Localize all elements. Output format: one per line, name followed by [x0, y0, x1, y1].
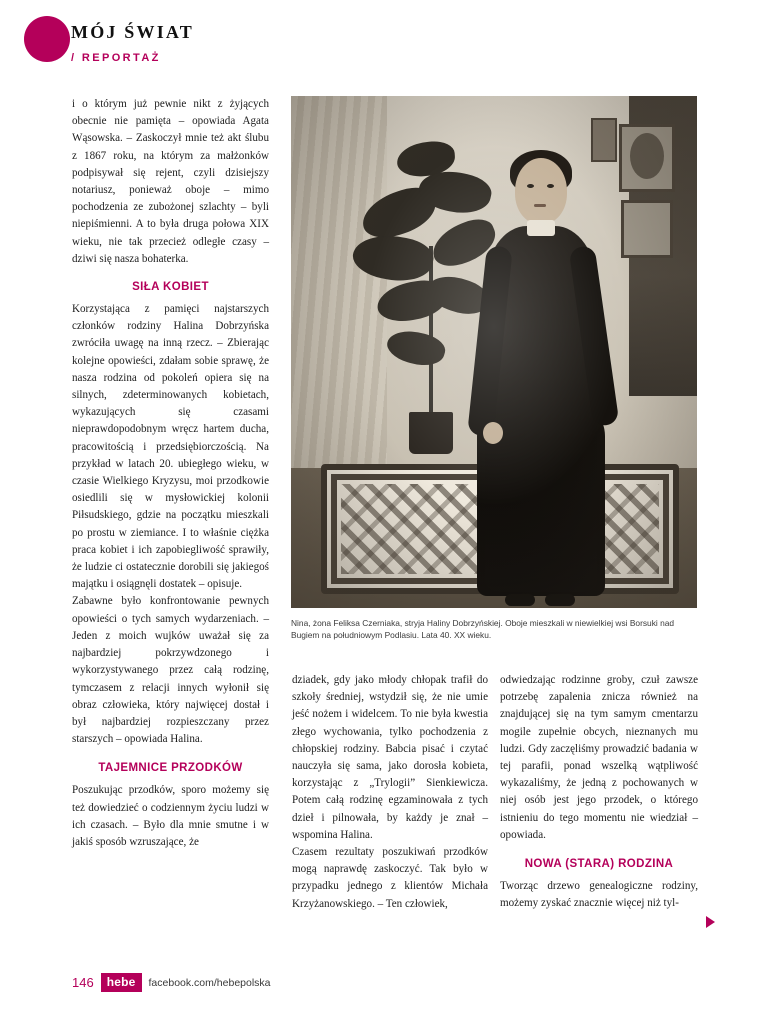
photo-caption: Nina, żona Feliksa Czerniaka, stryja Haliny Dobrzyńskiej. Oboje mieszkali w niewielkiej wsi Borsuki nad Bugiem na południowym Podlasiu. Lata 40. XX wieku.	[291, 618, 675, 641]
facebook-url: facebook.com/hebepolska	[148, 976, 271, 989]
page-number: 146	[72, 975, 94, 990]
brand-dot-icon	[24, 16, 70, 62]
paragraph: Poszukując przodków, sporo możemy się też dowiedzieć o codziennym życiu ludzi w ich czasach. – Było dla mnie smutne i w jakiś sposób wzruszające, że	[72, 784, 269, 848]
subheading-nowa-stara-rodzina: NOWA (STARA) RODZINA	[524, 858, 674, 871]
text-column-3	[500, 672, 698, 912]
section-label: / REPORTAŻ	[71, 52, 161, 64]
photo-canvas	[291, 96, 697, 608]
subheading-tajemnice-przodkow: TAJEMNICE PRZODKÓW	[98, 762, 243, 775]
paragraph: dziadek, gdy jako młody chłopak trafił do szkoły średniej, wstydził się, że nie umie jeść nożem i widelcem. To nie była kwestia złego wychowania, tylko pochodzenia z chłopskiej rodziny. Babcia pisać i czytać nauczyła się sama, jako dorosła kobieta, korzystając z „Trylogii” Sienkiewicza. Potem całą rodzinę egzaminowała z tych dzieł i pilnowała, by każdy je znał – wspomina Halina.	[292, 674, 488, 841]
article-photo	[291, 96, 697, 608]
text-column-1	[72, 96, 269, 851]
page-title: MÓJ ŚWIAT	[71, 22, 194, 42]
photo-vignette	[291, 96, 697, 608]
continue-arrow-icon	[706, 916, 715, 928]
text-column-2	[292, 672, 488, 913]
paragraph: odwiedzając rodzinne groby, czuł zawsze potrzebę zapalenia znicza również na znajdującej się na tym samym cmentarzu mogile zupełnie obcych, nieznanych mu ludzi. Gdy zaczęliśmy prowadzić badania w tej parafii, ponad wszelką wątpliwość wykazaliśmy, że jedną z pochowanych w niej osób jest jego przodek, o którego istnieniu do tego momentu nie wiedział – opowiada.	[500, 674, 698, 841]
subheading-sila-kobiet: SIŁA KOBIET	[132, 281, 209, 294]
page-footer	[72, 973, 271, 992]
page-header	[0, 0, 775, 86]
brand-logo: hebe	[101, 973, 142, 992]
paragraph: Tworząc drzewo genealogiczne rodziny, możemy zyskać znacznie więcej niż tyl-	[500, 880, 698, 910]
paragraph: Korzystająca z pamięci najstarszych członków rodziny Halina Dobrzyńska zwróciła uwagę na inną rzecz. – Zbierając kolejne opowieści, zdałam sobie sprawę, że nasza rodzina od pokoleń opiera się na silnych, zdeterminowanych kobietach, wykazujących się czasami nieprawdopodobnym wręcz hartem ducha, pracowitością i przedsiębiorczością. Na przykład w latach 20. ubiegłego wieku, w czasie Wielkiego Kryzysu, moi przodkowie osiedlili się w mysłowickiej kolonii Piłsudskiego, gdzie na początku mieszkali po prostu w ziemiance. I to właśnie ciężka praca kobiet i ich zapobiegliwość sprawiły, że ludzie ci ostatecznie dorobili się jakiegoś majątku i osiągnęli dostatek – opisuje.	[72, 303, 269, 591]
paragraph: Czasem rezultaty poszukiwań przodków mogą naprawdę zaskoczyć. Tak było w przypadku jednego z klientów Michała Krzyżanowskiego. – Ten człowiek,	[292, 846, 488, 910]
paragraph: i o którym już pewnie nikt z żyjących obecnie nie pamięta – opowiada Agata Wąsowska. – Zaskoczył mnie też akt ślubu z 1867 roku, na którym za małżonków podpisywał się rejent, czyli dzisiejszy notariusz, ponieważ oboje – mimo pochodzenia ze zubożonej szlachty – byli niepiśmienni. A to była druga połowa XIX wieku, nie tak przecież odległe czasy – dziwi się nasza bohaterka.	[72, 98, 269, 265]
paragraph: Zabawne było konfrontowanie pewnych opowieści o tych samych wydarzeniach. – Jeden z moich wujków uważał się za najbardziej pokrzywdzonego i wykorzystywanego przez całą rodzinę, tymczasem z relacji innych wyłonił się obraz człowieka, który najwięcej dostał i był najbardziej rozpieszczany przez starszych – opowiada Halina.	[72, 595, 269, 746]
